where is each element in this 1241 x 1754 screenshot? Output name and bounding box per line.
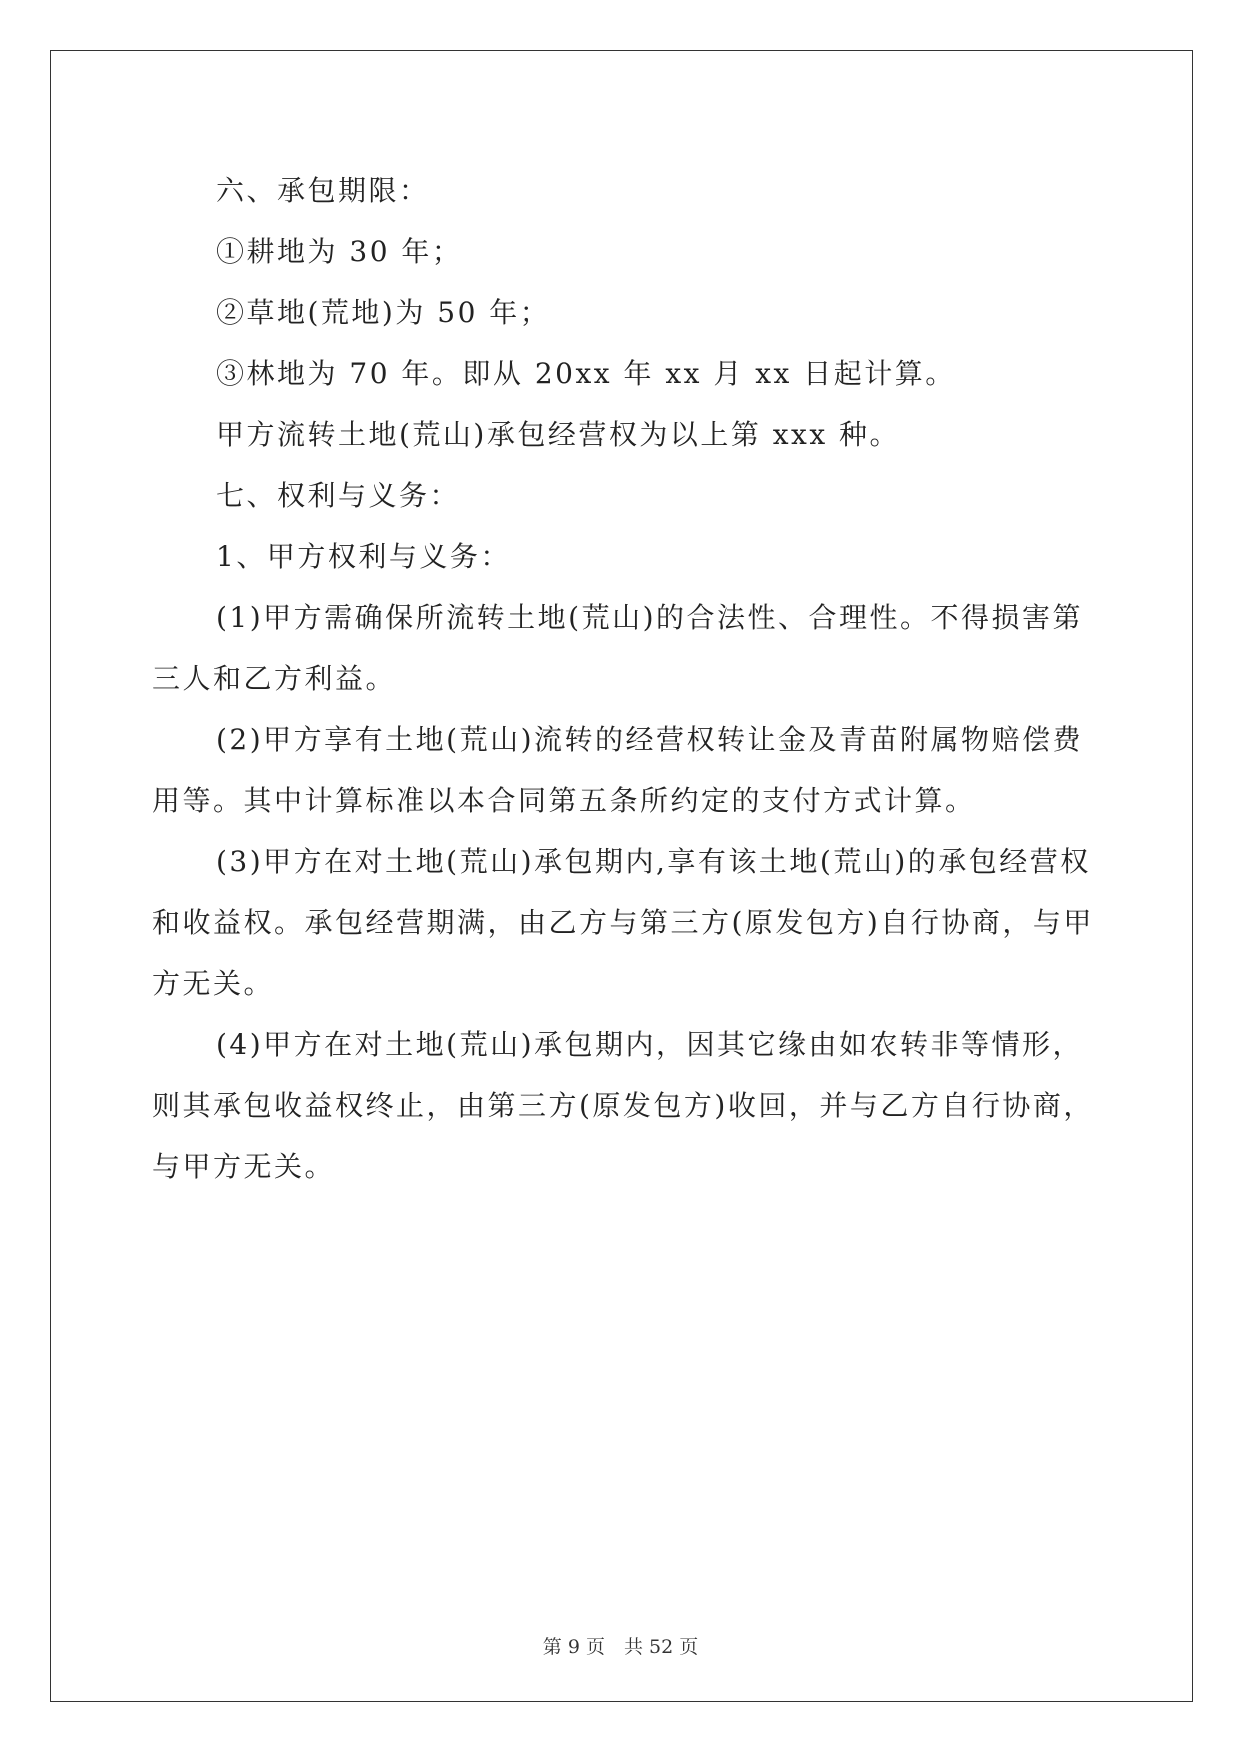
paragraph: 七、权利与义务： xyxy=(216,479,461,512)
paragraph: ③林地为 70 年。即从 20xx 年 xx 月 xx 日起计算。 xyxy=(216,357,956,390)
paragraph: 1、甲方权利与义务： xyxy=(216,540,511,573)
paragraph: (1)甲方需确保所流转土地(荒山)的合法性、合理性。不得损害第三人和乙方利益。 xyxy=(152,601,1084,695)
paragraph: 甲方流转土地(荒山)承包经营权为以上第 xxx 种。 xyxy=(216,418,901,451)
paragraph: ①耕地为 30 年； xyxy=(216,235,463,268)
paragraph: (3)甲方在对土地(荒山)承包期内,享有该土地(荒山)的承包经营权和收益权。承包经营期满，由乙方与第三方(原发包方)自行协商，与甲方无关。 xyxy=(152,845,1094,1000)
paragraph: (4)甲方在对土地(荒山)承包期内，因其它缘由如农转非等情形，则其承包收益权终止，由第三方(原发包方)收回，并与乙方自行协商，与甲方无关。 xyxy=(152,1028,1094,1183)
document-body xyxy=(152,160,1112,1197)
page-footer: 第 9 页 共 52 页 xyxy=(542,1636,699,1658)
paragraph: (2)甲方享有土地(荒山)流转的经营权转让金及青苗附属物赔偿费用等。其中计算标准以本合同第五条所约定的支付方式计算。 xyxy=(152,723,1084,817)
paragraph: 六、承包期限： xyxy=(216,174,430,207)
paragraph: ②草地(荒地)为 50 年； xyxy=(216,296,551,329)
